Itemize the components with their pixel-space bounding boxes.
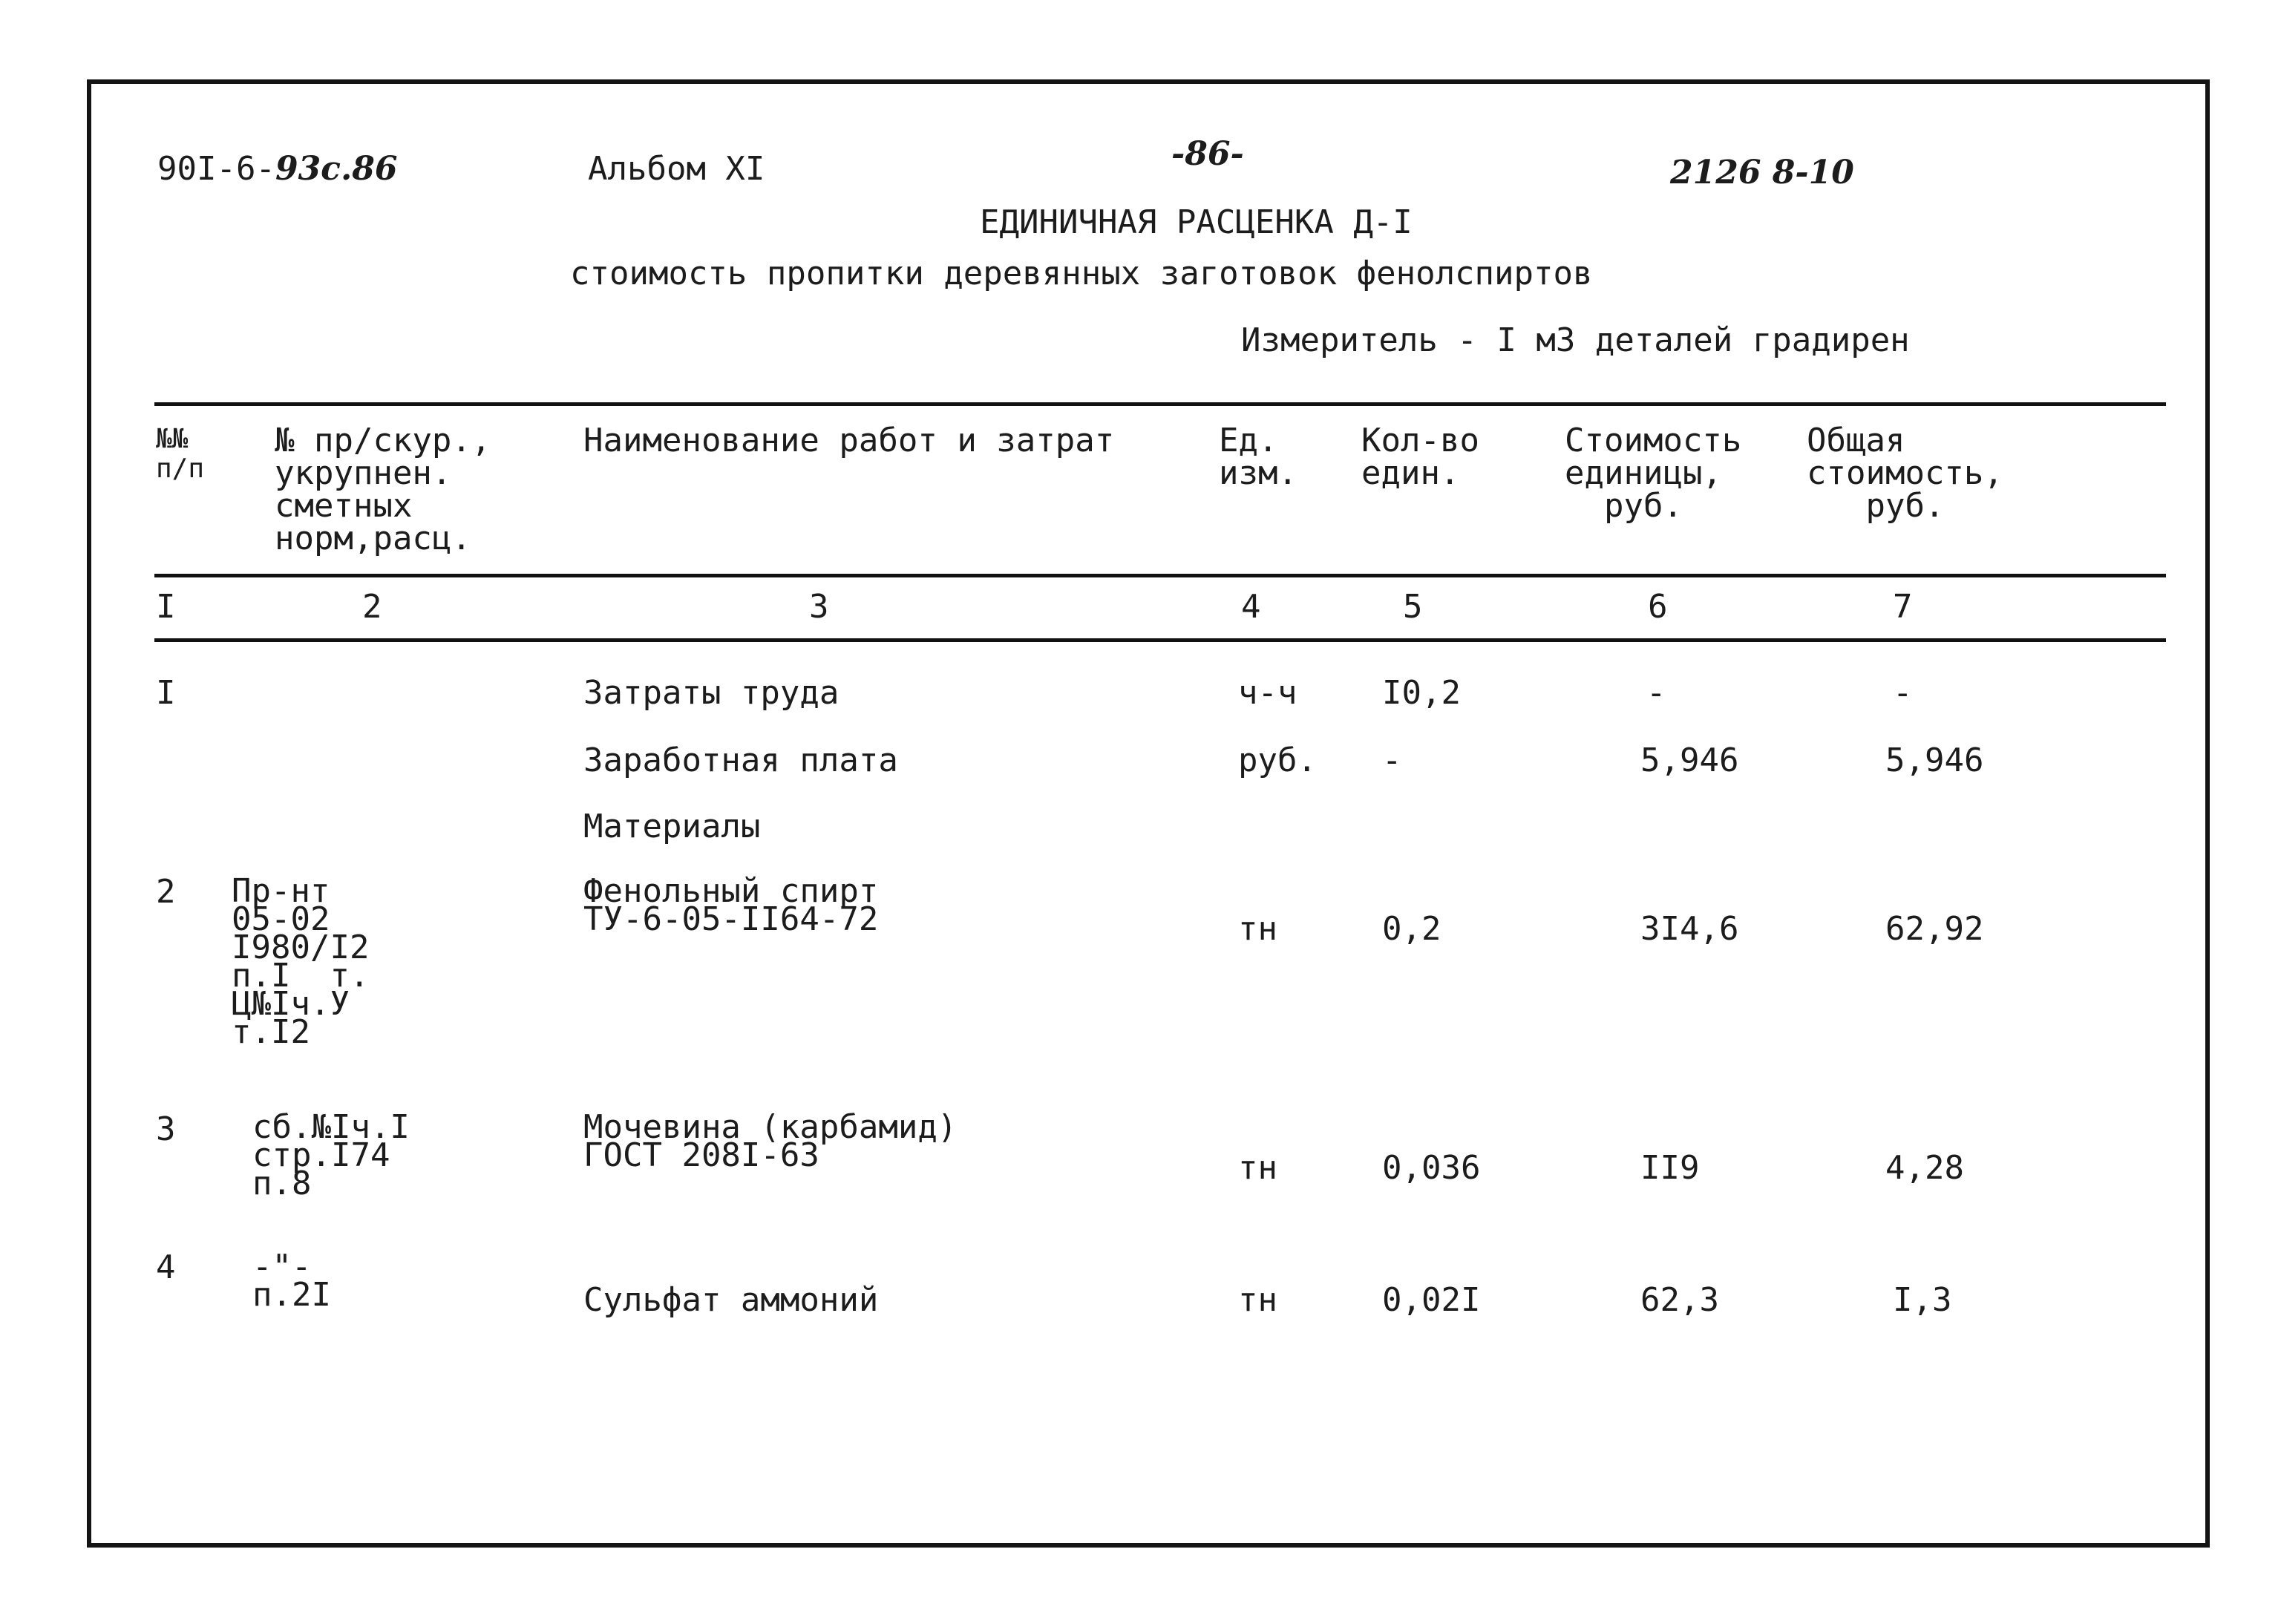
row-number: 3 [156, 1110, 176, 1148]
row-unit: ч-ч [1238, 674, 1297, 712]
row-ref: Пр-нт 05-02 I980/I2 п.I т. Ц№Iч.У т.I2 [232, 872, 370, 1051]
col-number-4: 4 [1241, 588, 1261, 626]
row-number: 4 [156, 1248, 176, 1286]
col-number-3: 3 [809, 588, 829, 626]
row-name: Мочевина (карбамид) ГОСТ 208I-63 [583, 1108, 958, 1174]
col-header-name: Наименование работ и затрат [583, 422, 1115, 459]
row-unit-cost: II9 [1640, 1149, 1700, 1187]
col-number-5: 5 [1403, 588, 1423, 626]
row-name: Затраты труда [583, 674, 840, 712]
row-name: Заработная плата [583, 741, 898, 779]
row-qty: 0,036 [1382, 1149, 1481, 1187]
col-header-num: №№ п/п [156, 424, 205, 484]
col-number-7: 7 [1893, 588, 1913, 626]
col-header-unit-cost: Стоимость единицы, руб. [1565, 422, 1742, 525]
row-unit: тн [1238, 1149, 1277, 1187]
row-number: 2 [156, 873, 176, 911]
row-ref: сб.№Iч.I стр.I74 п.8 [252, 1108, 410, 1202]
row-unit-cost: 5,946 [1640, 741, 1739, 779]
row-unit: тн [1238, 910, 1277, 948]
doc-code: 90I-6-93с.86 [157, 150, 398, 188]
row-qty: 0,02I [1382, 1281, 1481, 1319]
col-header-qty: Кол-во един. [1361, 422, 1479, 492]
row-total: 5,946 [1885, 741, 1984, 779]
col-number-6: 6 [1648, 588, 1668, 626]
row-unit-cost: 62,3 [1640, 1281, 1719, 1319]
page-frame [87, 79, 2210, 1548]
page-number: -86- [1171, 135, 1244, 173]
row-qty: - [1382, 741, 1402, 779]
column-numbers-rule [154, 638, 2166, 642]
album-label: Альбом XI [588, 150, 765, 188]
row-unit-cost: - [1646, 674, 1666, 712]
col-header-total: Общая стоимость, руб. [1807, 422, 2003, 525]
row-qty: 0,2 [1382, 910, 1441, 948]
col-number-1: I [156, 588, 176, 626]
row-ref: -"- п.2I [252, 1248, 331, 1314]
row-name: Фенольный спирт ТУ-6-05-II64-72 [583, 872, 879, 938]
col-header-ref: № пр/скур., укрупнен. сметных норм,расц. [275, 422, 491, 557]
row-unit: руб. [1238, 741, 1317, 779]
row-name: Материалы [583, 808, 761, 845]
header-bottom-rule [154, 574, 2166, 577]
row-name: Сульфат аммоний [583, 1281, 879, 1319]
row-total: I,3 [1893, 1281, 1952, 1319]
row-total: 62,92 [1885, 910, 1984, 948]
row-number: I [156, 674, 176, 712]
document-title: ЕДИНИЧНАЯ РАСЦЕНКА Д-I [980, 203, 1413, 241]
stamp-number: 2126 8-10 [1670, 154, 1854, 191]
row-total: 4,28 [1885, 1149, 1964, 1187]
document-subtitle: стоимость пропитки деревянных заготовок фенолспиртов [570, 255, 1593, 292]
table-top-rule [154, 402, 2166, 406]
row-unit-cost: 3I4,6 [1640, 910, 1739, 948]
measure-unit: Измеритель - I м3 деталей градирен [1241, 321, 1910, 359]
row-qty: I0,2 [1382, 674, 1461, 712]
row-total: - [1893, 674, 1913, 712]
row-unit: тн [1238, 1281, 1277, 1319]
col-number-2: 2 [362, 588, 382, 626]
col-header-unit: Ед. изм. [1219, 422, 1297, 492]
